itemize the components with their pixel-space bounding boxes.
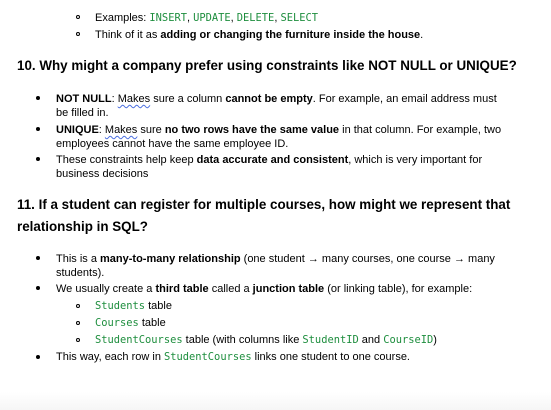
text: called a: [208, 283, 253, 295]
bold-text: adding or changing the furniture inside the house: [160, 29, 421, 41]
text: ): [433, 334, 437, 346]
text: This way, each row in: [56, 351, 165, 363]
text: and: [358, 334, 384, 346]
not-null-line: [56, 92, 497, 106]
spellcheck-word: Makes: [117, 93, 151, 105]
text: table: [138, 317, 166, 329]
examples-label: Examples:: [95, 12, 150, 24]
bullet-icon: [36, 96, 40, 100]
code-courses: Courses: [95, 317, 139, 329]
sub-bullet-icon: [76, 321, 80, 325]
bullet-icon: [36, 256, 40, 260]
code-course-id: CourseID: [383, 334, 434, 346]
bold-text: third table: [155, 283, 209, 295]
bottom-fade: [0, 392, 551, 410]
text: sure: [137, 124, 165, 136]
text: , which is very important for: [348, 154, 483, 166]
spellcheck-word: Makes: [104, 124, 138, 136]
code-select: SELECT: [280, 12, 318, 24]
text: sure a column: [150, 93, 226, 105]
text: . For example, an email address must: [312, 93, 497, 105]
bold-text: no two rows have the same value: [164, 124, 340, 136]
constraints-line-2: business decisions: [56, 168, 149, 180]
text: :: [111, 93, 118, 105]
text: This is a: [56, 253, 101, 265]
code-student-id: StudentID: [302, 334, 359, 346]
sub-bullet-icon: [76, 304, 80, 308]
junction-table-line: [56, 282, 472, 296]
many-to-many-line: [56, 252, 495, 266]
separator: ,: [186, 12, 194, 24]
code-student-courses: StudentCourses: [164, 351, 252, 363]
text: links one student to one course.: [251, 351, 410, 363]
bullet-icon: [36, 127, 40, 131]
term-not-null: NOT NULL: [56, 93, 112, 105]
text: :: [98, 124, 105, 136]
bold-text: junction table: [252, 283, 325, 295]
many-to-many-line-2: students).: [56, 267, 105, 279]
bold-text: cannot be empty: [225, 93, 313, 105]
text: We usually create a: [56, 283, 156, 295]
bold-text: many-to-many relationship: [100, 253, 241, 265]
text: in that column. For example, two: [339, 124, 502, 136]
text: Think of it as: [95, 29, 161, 41]
sub-bullet-icon: [76, 32, 80, 36]
code-delete: DELETE: [236, 12, 275, 24]
students-table-line: [95, 299, 172, 313]
unique-line: [56, 123, 501, 137]
constraints-line: [56, 153, 482, 167]
text: table: [145, 300, 172, 312]
bullet-icon: [36, 355, 40, 359]
each-row-line: [56, 350, 410, 364]
code-update: UPDATE: [193, 12, 231, 24]
text: table (with columns like: [182, 334, 303, 346]
sub-bullet-icon: [76, 338, 80, 342]
not-null-line-2: be filled in.: [56, 107, 109, 119]
unique-line-2: employees cannot have the same employee ID.: [56, 138, 289, 150]
code-student-courses: StudentCourses: [95, 334, 183, 346]
student-courses-table-line: [95, 333, 437, 347]
separator: ,: [274, 12, 281, 24]
question-11-heading: 11. If a student can register for multiple courses, how might we represent that: [17, 197, 511, 212]
code-insert: INSERT: [149, 12, 187, 24]
bullet-icon: [36, 286, 40, 290]
text: .: [420, 29, 424, 41]
text: (or linking table), for example:: [324, 283, 473, 295]
bullet-icon: [36, 157, 40, 161]
separator: ,: [230, 12, 237, 24]
bold-text: data accurate and consistent: [196, 154, 349, 166]
courses-table-line: [95, 316, 166, 330]
sub-bullet-icon: [76, 15, 80, 19]
code-students: Students: [95, 300, 146, 312]
text: (one student → many courses, one course → many: [240, 253, 495, 265]
question-11-heading-2: relationship in SQL?: [17, 219, 148, 234]
term-unique: UNIQUE: [56, 124, 99, 136]
question-10-heading: 10. Why might a company prefer using constraints like NOT NULL or UNIQUE?: [17, 58, 517, 73]
furniture-line: [95, 28, 423, 42]
examples-line: [95, 11, 318, 25]
text: These constraints help keep: [56, 154, 197, 166]
